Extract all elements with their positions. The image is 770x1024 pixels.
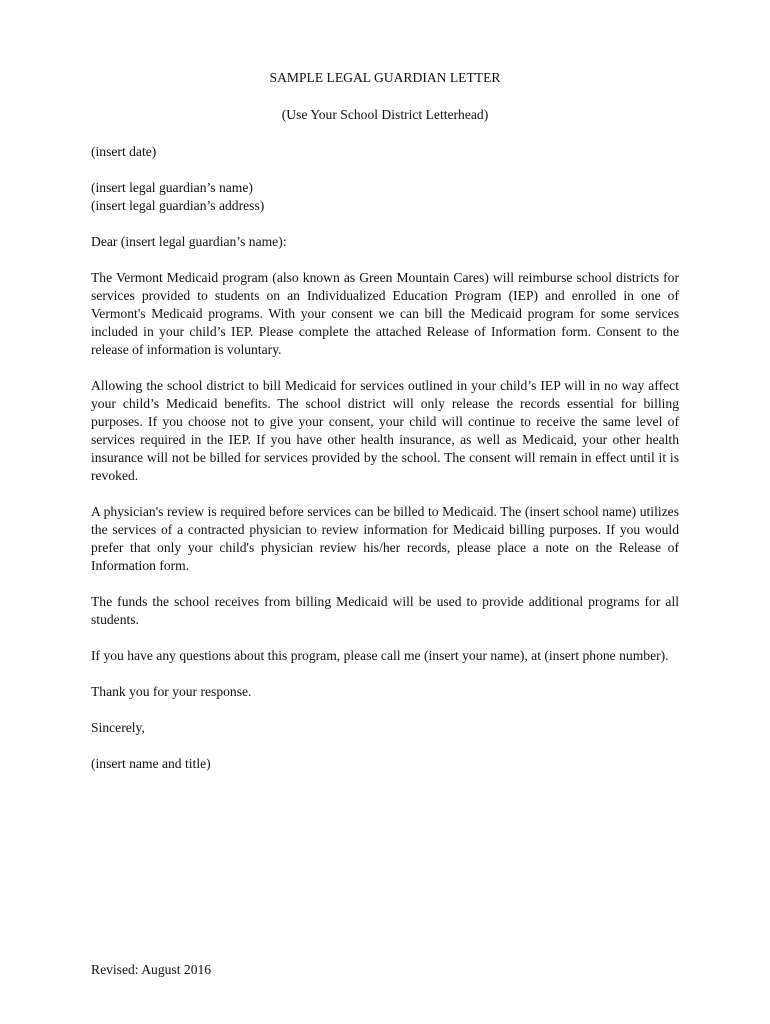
paragraph-thanks: Thank you for your response. <box>91 684 252 699</box>
paragraph-physician-review: A physician's review is required before services can be billed to Medicaid. The (insert school name) utilizes the services of a contracted physician to review information for Medicaid billing purposes. If you would prefer that only your child's physician review his/her records, please place a note on the Release of Information form. <box>91 504 679 573</box>
signature-placeholder: (insert name and title) <box>91 756 211 771</box>
letter-title: SAMPLE LEGAL GUARDIAN LETTER <box>269 70 501 85</box>
letter-body <box>91 69 679 773</box>
letter-subtitle: (Use Your School District Letterhead) <box>281 107 489 122</box>
date-placeholder: (insert date) <box>91 144 157 159</box>
salutation: Dear (insert legal guardian’s name): <box>91 234 287 249</box>
recipient-block <box>91 179 679 215</box>
paragraph-medicaid-program: The Vermont Medicaid program (also known as Green Mountain Cares) will reimburse school districts for services provided to students on an Individualized Education Program (IEP) and enrolled in one of Vermont's Medicaid programs. With your consent we can bill the Medicaid program for some services included in your child’s IEP. Please complete the attached Release of Information form. Consent to the release of information is voluntary. <box>91 270 679 357</box>
guardian-address-placeholder: (insert legal guardian’s address) <box>91 198 265 213</box>
paragraph-billing-effects: Allowing the school district to bill Medicaid for services outlined in your child’s IEP will in no way affect your child’s Medicaid benefits. The school district will only release the records essential for billing purposes. If you choose not to give your consent, your child will continue to receive the same level of services required in the IEP. If you have other health insurance, as well as Medicaid, your other health insurance will not be billed for services provided by the school. The consent will remain in effect until it is revoked. <box>91 378 679 483</box>
paragraph-funds-usage: The funds the school receives from billing Medicaid will be used to provide additional programs for all students. <box>91 594 679 627</box>
guardian-name-placeholder: (insert legal guardian’s name) <box>91 180 253 195</box>
revision-footer: Revised: August 2016 <box>91 962 212 977</box>
paragraph-questions: If you have any questions about this program, please call me (insert your name), at (insert phone number). <box>91 648 669 663</box>
closing: Sincerely, <box>91 720 145 735</box>
